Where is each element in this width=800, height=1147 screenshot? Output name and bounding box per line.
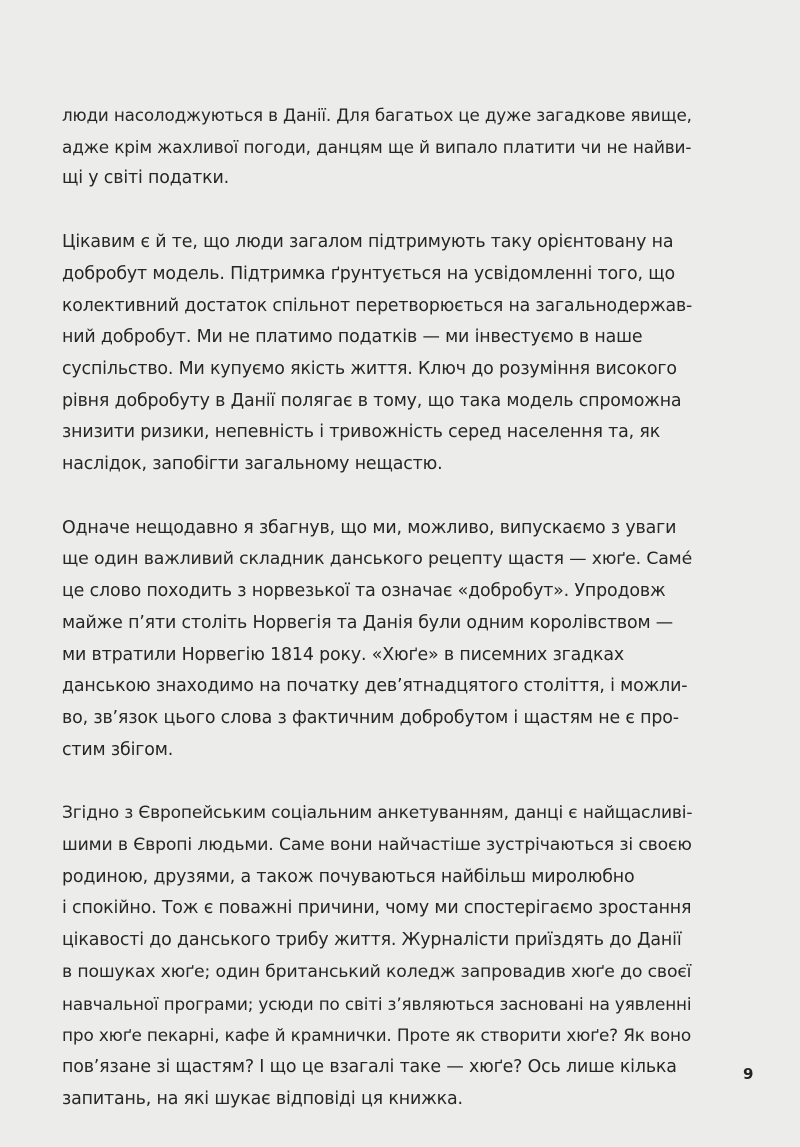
text-line: пов’язане зі щастям? І що це взагалі таке — хюґе? Ось лише кілька (62, 1056, 677, 1077)
text-line: во, зв’язок цього слова з фактичним добробутом і щастям не є про- (62, 707, 679, 728)
text-line: рівня добробуту в Данії полягає в тому, що така модель спроможна (62, 390, 682, 411)
text-line: Цікавим є й те, що люди загалом підтримують таку орієнтовану на (62, 232, 674, 253)
paragraph-1 (62, 100, 692, 195)
text-line: запитань, на які шукає відповіді ця книжка. (62, 1088, 463, 1109)
text-line: добробут модель. Підтримка ґрунтується на усвідомленні того, що (62, 263, 675, 284)
paragraph-3 (62, 513, 692, 767)
text-line: наслідок, запобігти загальному нещастю. (62, 454, 443, 475)
text-line: знизити ризики, непевність і тривожність серед населення та, як (62, 422, 661, 443)
text-line: Згідно з Європейським соціальним анкетуванням, данці є найщасливі- (62, 803, 693, 824)
text-line: люди насолоджуються в Данії. Для багатьох це дуже загадкове явище, (62, 105, 692, 125)
text-line: суспільство. Ми купуємо якість життя. Ключ до розуміння високого (62, 358, 677, 379)
text-line: ми втратили Норвегію 1814 року. «Хюґе» в писемних згадках (62, 644, 625, 665)
text-line: стим збігом. (62, 739, 174, 760)
text-line: в пошуках хюґе; один британський коледж запровадив хюґе до своєї (62, 961, 692, 982)
text-line: ще один важливий складник данського рецепту щастя — хюґе. Саме́ (62, 549, 693, 570)
text-line: і спокійно. Тож є поважні причини, чому ми спостерігаємо зростання (62, 898, 692, 919)
text-line: Одначе нещодавно я збагнув, що ми, можливо, випускаємо з уваги (62, 517, 677, 538)
text-line: адже крім жахливої погоди, данцям ще й випало платити чи не найви- (62, 136, 692, 157)
text-line: це слово походить з норвезької та означає «добробут». Упродовж (62, 581, 666, 602)
text-line: родиною, друзями, а також почуваються найбільш миролюбно (62, 866, 635, 887)
text-line: шими в Європі людьми. Саме вони найчастіше зустрічаються зі своєю (62, 835, 692, 856)
text-line: колективний достаток спільнот перетворюється на загальнодержав- (62, 295, 693, 316)
page-body (62, 100, 692, 1147)
text-line: ний добробут. Ми не платимо податків — ми інвестуємо в наше (62, 327, 643, 348)
paragraph-4 (62, 798, 692, 1115)
text-line: щі у світі податки. (62, 168, 229, 189)
text-line: навчальної програми; усюди по світі з’являються засновані на уявленні (62, 993, 692, 1014)
paragraph-2 (62, 227, 692, 481)
text-line: про хюґе пекарні, кафе й крамнички. Проте як створити хюґе? Як воно (62, 1025, 692, 1046)
text-line: данською знаходимо на початку дев’ятнадцятого століття, і можли- (62, 676, 688, 697)
text-line: майже п’яти століть Норвегія та Данія були одним королівством — (62, 612, 674, 633)
page-number: 9 (743, 1065, 754, 1083)
text-line: цікавості до данського трибу життя. Журналісти приїздять до Данії (62, 930, 682, 951)
